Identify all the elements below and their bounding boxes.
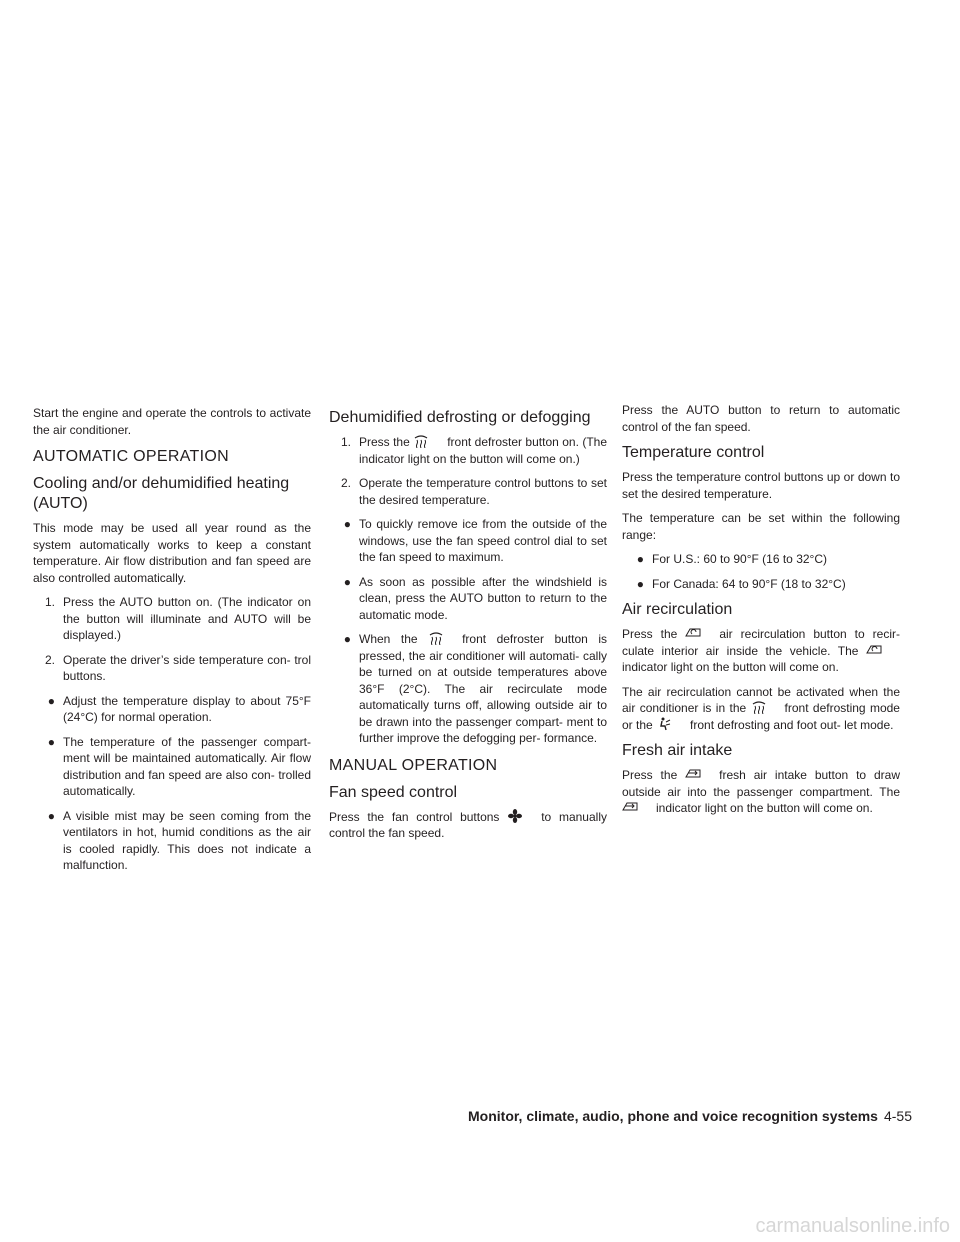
auto-return-text: Press the AUTO button to return to automatic control of the fan speed.: [622, 403, 900, 434]
heading-fan-speed: Fan speed control: [329, 783, 458, 801]
heading-manual-operation: MANUAL OPERATION: [329, 756, 498, 774]
list-item: 1. Press the AUTO button on. (The indicator on the button will illuminate and AUTO will be displayed.): [44, 595, 311, 642]
recirc-text-1: Press the air recirculation button to recir- culate interior air inside the vehicle. The indicator light on the button will come on.: [622, 627, 900, 674]
watermark: carmanualsonline.info: [755, 1215, 950, 1237]
list-item: ● As soon as possible after the windshield is clean, press the AUTO button to return to the automatic mode.: [343, 574, 607, 622]
list-item: ● To quickly remove ice from the outside of the windows, use the fan speed control dial to set the fan speed to maximum.: [343, 517, 607, 564]
defroster-icon: [413, 434, 447, 448]
heading-temperature-control: Temperature control: [622, 444, 765, 461]
temp-text-1: Press the temperature control buttons up or down to set the desired temperature.: [622, 470, 900, 501]
fresh-air-icon: [685, 767, 719, 781]
defrost-steps-list: [329, 434, 607, 747]
list-item: 2. Operate the temperature control buttons to set the desired temperature.: [340, 476, 607, 507]
defroster-icon: [751, 700, 785, 714]
fresh-air-text: Press the fresh air intake button to draw outside air into the passenger compartment. The indicator light on the button will come on.: [622, 768, 900, 815]
list-item: ● When the front defroster button is pressed, the air conditioner will automati- cally be turned on at outside temperatures above 36°F (2°C). The air recirculate mode automatically turns off, allowing outside air to be drawn into the passenger compart- ment to further improve the defogging per- formance.: [343, 632, 607, 745]
defroster-icon: [428, 631, 462, 645]
heading-cooling-auto: Cooling and/or dehumidified heating (AUTO): [33, 475, 290, 512]
defrost-foot-icon: [656, 717, 690, 731]
heading-dehumidified-defrosting: Dehumidified defrosting or defogging: [329, 409, 591, 426]
fresh-air-icon: [622, 800, 656, 814]
page-number: 4-55: [883, 1108, 912, 1124]
list-item: ● For U.S.: 60 to 90°F (16 to 32°C): [636, 552, 828, 566]
heading-air-recirculation: Air recirculation: [622, 601, 733, 618]
list-item: ● A visible mist may be seen coming from the ventilators in hot, humid conditions as the air is cooled rapidly. This does not indicate a malfunction.: [47, 808, 311, 872]
list-item: 1. Press the front defroster button on. (The indicator light on the button will come on.): [340, 435, 607, 466]
list-item: ● Adjust the temperature display to about 75°F (24°C) for normal operation.: [47, 693, 311, 724]
column-left: [33, 405, 311, 882]
list-item: ● For Canada: 64 to 90°F (18 to 32°C): [636, 576, 846, 591]
auto-steps-list: [33, 594, 311, 874]
list-item: 2. Operate the driver’s side temperature con- trol buttons.: [44, 652, 311, 683]
temp-range-list: [622, 551, 900, 592]
heading-fresh-air-intake: Fresh air intake: [622, 742, 733, 759]
recirc-text-2: The air recirculation cannot be activated when the air conditioner is in the front defrosting mode or the front defrosting and foot out- let mode.: [622, 684, 900, 732]
heading-automatic-operation: AUTOMATIC OPERATION: [33, 448, 229, 465]
recirculation-icon: [685, 626, 719, 640]
list-item: ● The temperature of the passenger compart- ment will be maintained automatically. Air flow distribution and fan speed are also con- trolled automatically.: [47, 734, 311, 798]
recirculation-icon: [866, 643, 900, 657]
fan-icon: [507, 809, 541, 823]
fan-speed-text: Press the fan control buttons to manually control the fan speed.: [329, 809, 607, 840]
column-middle: [329, 400, 607, 850]
intro-text: Start the engine and operate the controls to activate the air conditioner.: [33, 406, 311, 437]
footer-section-title: Monitor, climate, audio, phone and voice recognition systems: [468, 1108, 878, 1124]
temp-text-2: The temperature can be set within the following range:: [622, 511, 900, 542]
mode-description: This mode may be used all year round as the system automatically works to keep a constant temperature. Air flow distribution and fan speed are also controlled automatically.: [33, 521, 311, 585]
column-right: [622, 402, 900, 825]
page-footer: [0, 1108, 912, 1124]
